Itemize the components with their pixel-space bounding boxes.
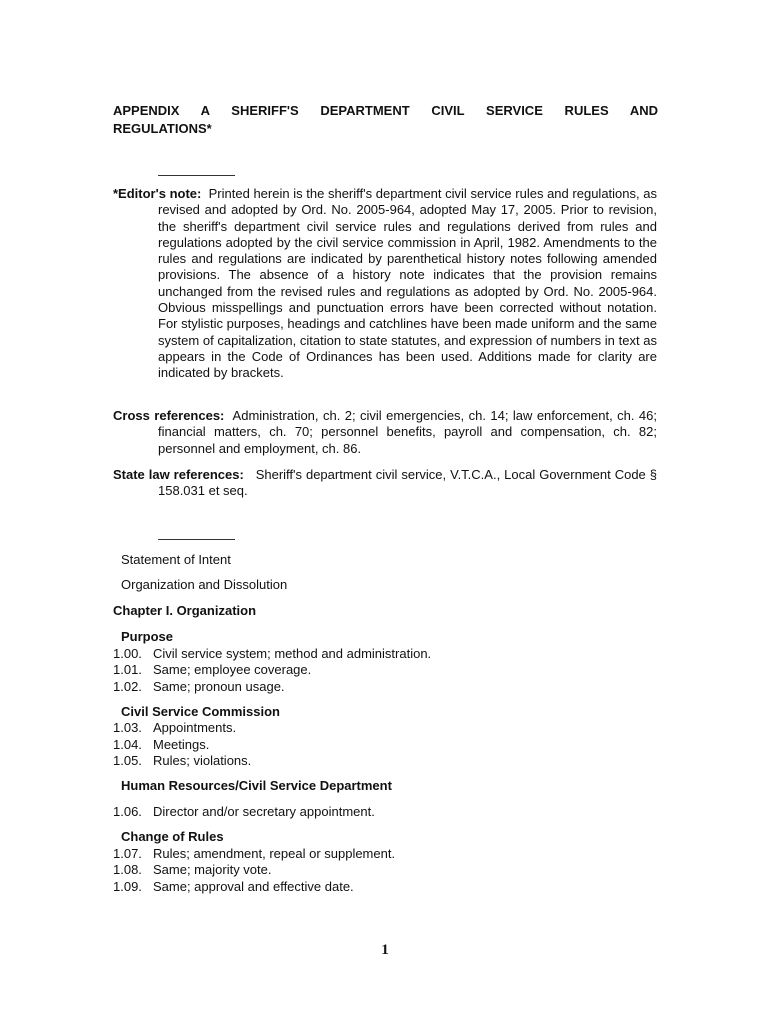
toc-item-number: 1.04. [113,737,142,752]
editors-note-label: *Editor's note: [113,186,202,201]
cross-references-label: Cross references: [113,408,225,423]
toc-change-heading: Change of Rules [121,829,224,844]
toc-item[interactable] [113,645,431,662]
cross-references-text: Administration, ch. 2; civil emergencies, ch. 14; law enforcement, ch. 46; financial matters, ch. 70; personnel benefits, payroll and compensation, ch. 82; personnel and employment, ch. 86. [158,408,657,456]
state-law-references [113,467,657,500]
toc-item-text: Director and/or secretary appointment. [153,804,375,819]
toc-item[interactable] [113,661,311,678]
toc-item-text: Same; pronoun usage. [153,679,285,694]
toc-item[interactable] [113,861,272,878]
toc-item-text: Rules; violations. [153,753,252,768]
toc-divider [158,539,235,540]
appendix-title-continued: REGULATIONS* [113,121,212,136]
toc-item-text: Same; majority vote. [153,862,272,877]
footnote-divider [158,175,235,176]
appendix-title: APPENDIX A SHERIFF'S DEPARTMENT CIVIL SERVICE RULES AND [113,103,658,118]
toc-hr-heading: Human Resources/Civil Service Department [121,778,392,793]
toc-statement-of-intent[interactable]: Statement of Intent [121,552,231,567]
editors-note-text: Printed herein is the sheriff's department civil service rules and regulations, as revised and adopted by Ord. No. 2005-964, adopted May 17, 2005. Prior to revision, the sheriff's department civil service rules and regulations derived from rules and regulations adopted by the civil service commission in April, 1982. Amendments to the rules and regulations are indicated by parenthetical history notes following amended provisions. The absence of a history note indicates that the provision remains unchanged from the revised rules and regulations as adopted by Ord. No. 2005-964. Obvious misspellings and punctuation errors have been corrected without notation. For stylistic purposes, headings and catchlines have been made uniform and the same system of capitalization, citation to state statutes, and expression of numbers in text as appears in the Code of Ordinances has been used. Additions made for clarity are indicated by brackets. [158,186,657,381]
cross-references [113,408,657,457]
toc-commission-heading: Civil Service Commission [121,704,280,719]
toc-item-number: 1.03. [113,720,142,735]
toc-item[interactable] [113,736,209,753]
toc-purpose-heading: Purpose [121,629,174,644]
toc-organization-dissolution[interactable]: Organization and Dissolution [121,577,288,592]
toc-chapter-heading: Chapter I. Organization [113,603,257,618]
toc-item-number: 1.05. [113,753,142,768]
toc-item-number: 1.01. [113,662,142,677]
toc-item[interactable] [113,719,236,736]
editors-note [113,186,657,382]
toc-item[interactable] [113,803,375,820]
toc-item[interactable] [113,878,354,895]
toc-item[interactable] [113,678,285,695]
toc-item-text: Civil service system; method and administration. [153,646,432,661]
state-law-references-text: Sheriff's department civil service, V.T.C.A., Local Government Code § 158.031 et seq. [158,467,657,499]
toc-item-text: Appointments. [153,720,237,735]
toc-item-number: 1.07. [113,846,142,861]
toc-item-text: Meetings. [153,737,210,752]
toc-item-text: Same; approval and effective date. [153,879,354,894]
toc-item-number: 1.00. [113,646,142,661]
state-law-references-label: State law references: [113,467,244,482]
toc-item-number: 1.08. [113,862,142,877]
toc-item-number: 1.09. [113,879,142,894]
page-number: 1 [381,942,389,958]
toc-item[interactable] [113,752,251,769]
toc-item-number: 1.06. [113,804,142,819]
toc-item-text: Same; employee coverage. [153,662,312,677]
toc-item-text: Rules; amendment, repeal or supplement. [153,846,396,861]
toc-item-number: 1.02. [113,679,142,694]
toc-item[interactable] [113,845,395,862]
